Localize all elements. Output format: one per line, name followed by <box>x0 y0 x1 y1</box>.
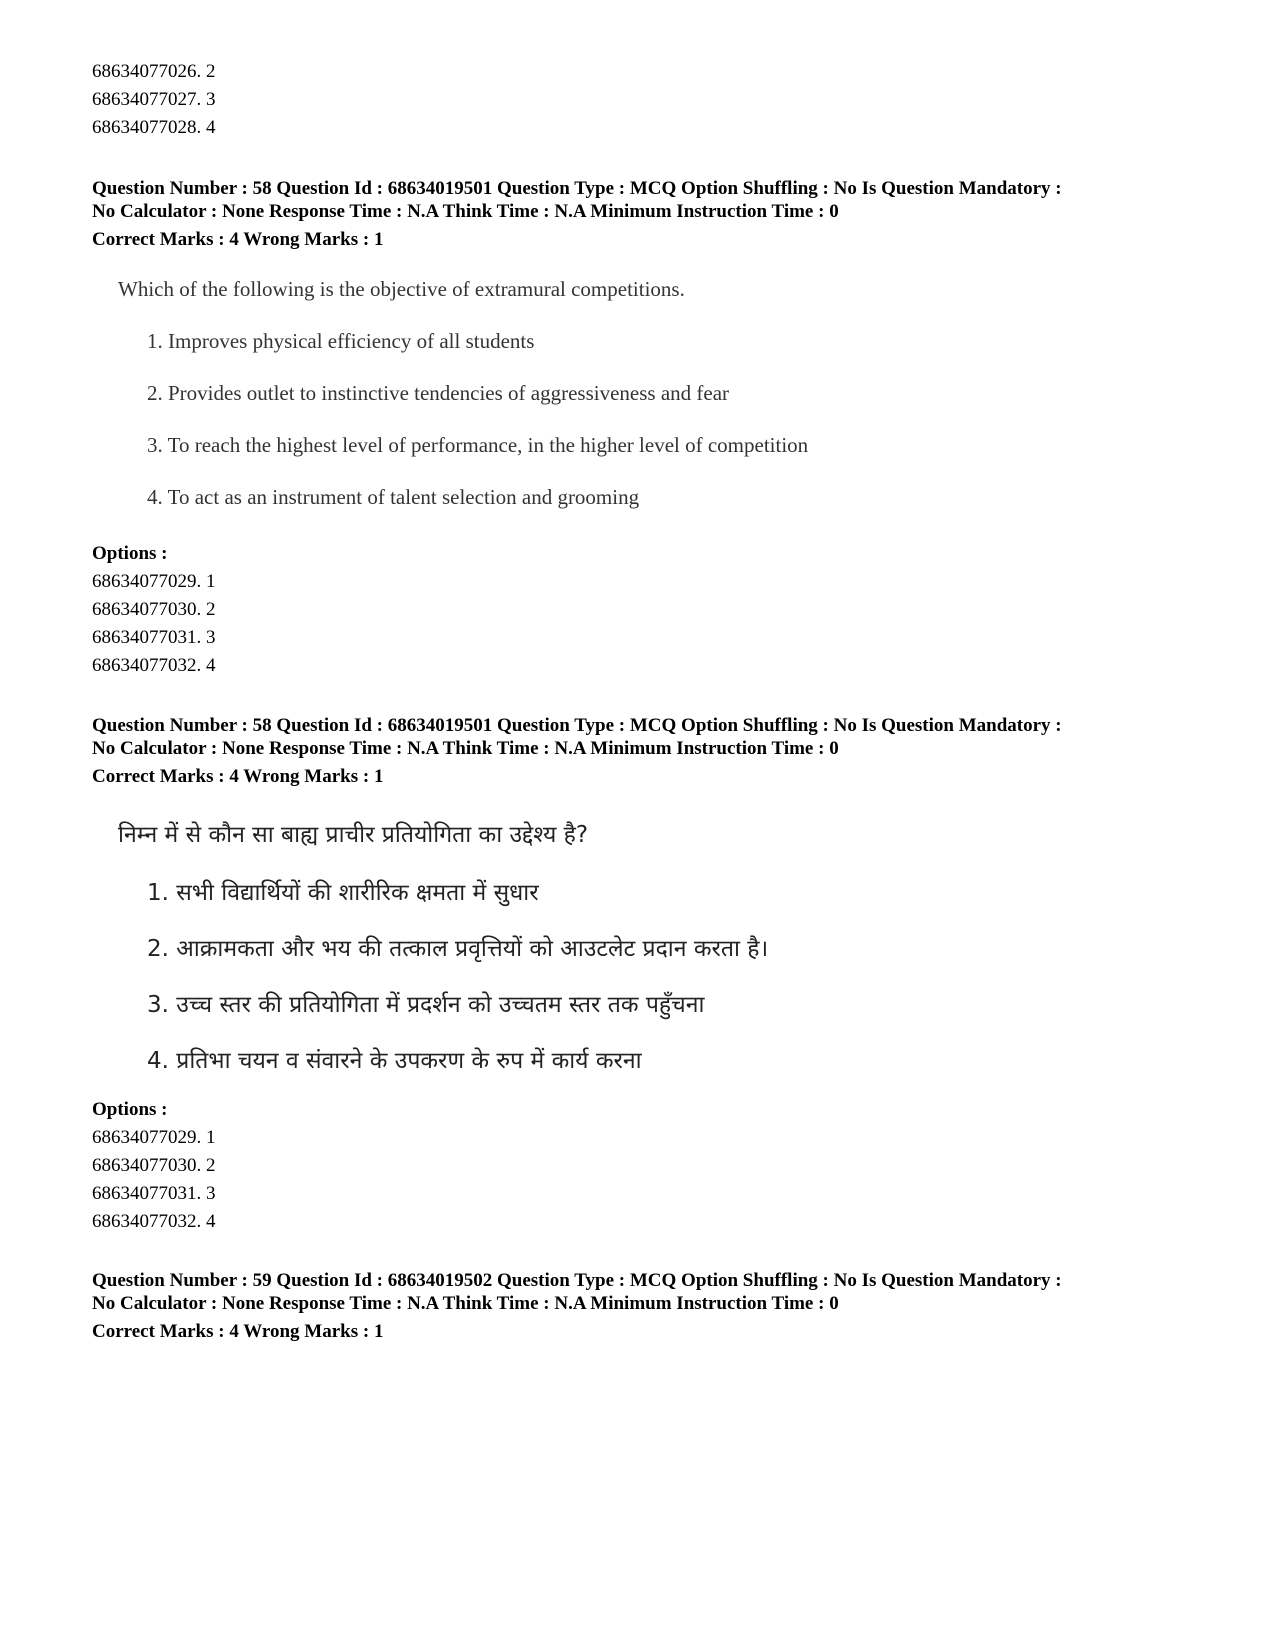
option-row: 68634077031. 3 <box>92 1183 216 1204</box>
question-stem: निम्न में से कौन सा बाह्य प्राचीर प्रतियोगिता का उद्देश्य है? <box>118 822 589 848</box>
question-meta-line2: No Calculator : None Response Time : N.A Think Time : N.A Minimum Instruction Time : 0 <box>92 738 839 759</box>
option-row: 68634077030. 2 <box>92 599 216 620</box>
question-meta-line2: No Calculator : None Response Time : N.A Think Time : N.A Minimum Instruction Time : 0 <box>92 1293 839 1314</box>
option-row: 68634077028. 4 <box>92 117 216 138</box>
question-marks: Correct Marks : 4 Wrong Marks : 1 <box>92 1321 384 1342</box>
option-row: 68634077030. 2 <box>92 1155 216 1176</box>
question-meta-line1: Question Number : 58 Question Id : 68634019501 Question Type : MCQ Option Shuffling : No Is Question Mandatory : <box>92 178 1062 199</box>
option-row: 68634077032. 4 <box>92 655 216 676</box>
question-choice: 3. उच्च स्तर की प्रतियोगिता में प्रदर्शन को उच्चतम स्तर तक पहुँचना <box>147 992 705 1018</box>
question-choice: 1. Improves physical efficiency of all students <box>147 329 535 353</box>
question-choice: 3. To reach the highest level of performance, in the higher level of competition <box>147 433 809 457</box>
options-label: Options : <box>92 1099 168 1120</box>
question-marks: Correct Marks : 4 Wrong Marks : 1 <box>92 766 384 787</box>
question-choice: 4. To act as an instrument of talent selection and grooming <box>147 485 640 509</box>
question-choice: 1. सभी विद्यार्थियों की शारीरिक क्षमता में सुधार <box>147 880 539 906</box>
option-row: 68634077031. 3 <box>92 627 216 648</box>
question-choice: 2. आक्रामकता और भय की तत्काल प्रवृत्तियों को आउटलेट प्रदान करता है। <box>147 936 769 962</box>
option-row: 68634077029. 1 <box>92 571 216 592</box>
option-row: 68634077026. 2 <box>92 61 216 82</box>
option-row: 68634077029. 1 <box>92 1127 216 1148</box>
question-marks: Correct Marks : 4 Wrong Marks : 1 <box>92 229 384 250</box>
options-label: Options : <box>92 543 168 564</box>
question-choice: 2. Provides outlet to instinctive tendencies of aggressiveness and fear <box>147 381 730 405</box>
option-row: 68634077027. 3 <box>92 89 216 110</box>
question-choice: 4. प्रतिभा चयन व संवारने के उपकरण के रुप में कार्य करना <box>147 1048 642 1074</box>
question-meta-line2: No Calculator : None Response Time : N.A Think Time : N.A Minimum Instruction Time : 0 <box>92 201 839 222</box>
question-meta-line1: Question Number : 58 Question Id : 68634019501 Question Type : MCQ Option Shuffling : No Is Question Mandatory : <box>92 715 1062 736</box>
option-row: 68634077032. 4 <box>92 1211 216 1232</box>
question-stem: Which of the following is the objective of extramural competitions. <box>118 277 685 301</box>
question-meta-line1: Question Number : 59 Question Id : 68634019502 Question Type : MCQ Option Shuffling : No Is Question Mandatory : <box>92 1270 1062 1291</box>
